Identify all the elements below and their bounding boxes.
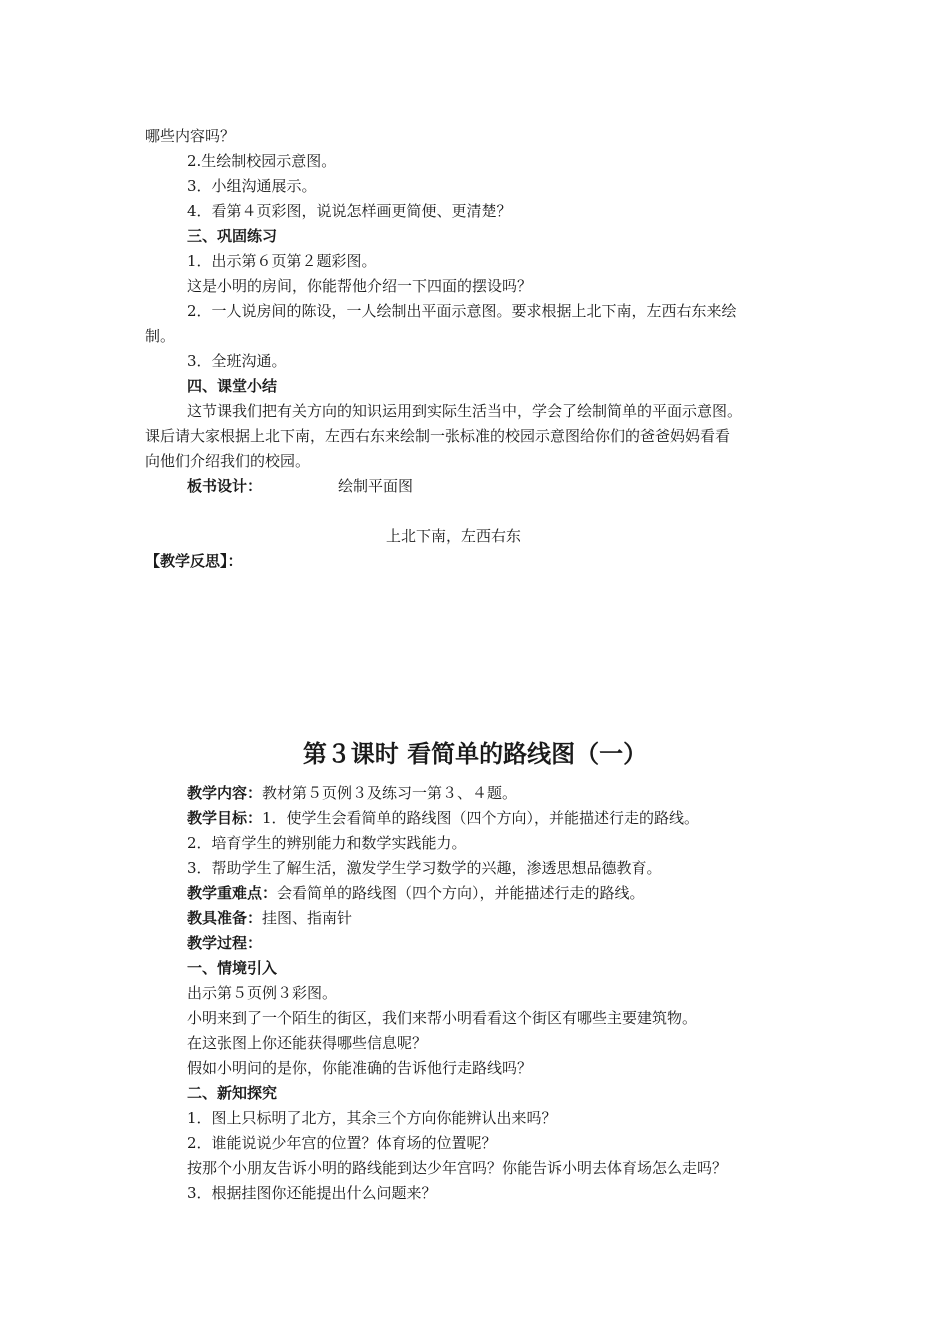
text-line: 在这张图上你还能获得哪些信息呢？ xyxy=(187,1034,428,1052)
text-line: 2．一人说房间的陈设，一人绘制出平面示意图。要求根据上北下南，左西右东来绘 xyxy=(187,302,737,320)
key-line xyxy=(187,883,645,903)
text-line: 1．图上只标明了北方，其余三个方向你能辨认出来吗？ xyxy=(187,1109,557,1127)
text-line: 假如小明问的是你，你能准确的告诉他行走路线吗？ xyxy=(187,1059,533,1077)
goal-label: 教学目标： xyxy=(187,809,263,827)
section-heading: 四、课堂小结 xyxy=(187,377,278,395)
lesson-title: 第３课时 看简单的路线图（一） xyxy=(302,739,648,768)
goal-line xyxy=(187,808,699,828)
text-line: 3．根据挂图你还能提出什么问题来？ xyxy=(187,1184,437,1202)
section-heading: 一、情境引入 xyxy=(187,959,278,977)
goal-text: 1．使学生会看简单的路线图（四个方向），并能描述行走的路线。 xyxy=(262,809,700,827)
text-line: 1．出示第６页第２题彩图。 xyxy=(187,252,377,270)
content-text: 教材第５页例３及练习一第３、４题。 xyxy=(262,784,518,802)
text-line: 课后请大家根据上北下南，左西右东来绘制一张标准的校园示意图给你们的爸爸妈妈看看 xyxy=(145,427,731,445)
board-design-line: 上北下南，左西右东 xyxy=(386,527,522,545)
text-line: 4．看第４页彩图，说说怎样画更简便、更清楚？ xyxy=(187,202,512,220)
text-line: 2．谁能说说少年宫的位置？体育场的位置呢？ xyxy=(187,1134,497,1152)
text-line: 小明来到了一个陌生的街区，我们来帮小明看看这个街区有哪些主要建筑物。 xyxy=(187,1009,698,1027)
tools-label: 教具准备： xyxy=(187,909,263,927)
section-heading: 二、新知探究 xyxy=(187,1084,278,1102)
content-label: 教学内容： xyxy=(187,784,263,802)
key-label: 教学重难点： xyxy=(187,884,278,902)
text-line: 哪些内容吗？ xyxy=(145,127,236,145)
text-line: 2．培育学生的辨别能力和数学实践能力。 xyxy=(187,834,467,852)
text-line: 这是小明的房间，你能帮他介绍一下四面的摆设吗？ xyxy=(187,277,533,295)
section-heading: 三、巩固练习 xyxy=(187,227,278,245)
process-label: 教学过程： xyxy=(187,934,263,952)
tools-text: 挂图、指南针 xyxy=(262,909,353,927)
reflection-label: 【教学反思】： xyxy=(145,552,243,570)
board-design-label: 板书设计： xyxy=(187,477,263,495)
text-line: 3．小组沟通展示。 xyxy=(187,177,317,195)
text-line: 这节课我们把有关方向的知识运用到实际生活当中，学会了绘制简单的平面示意图。 xyxy=(187,402,743,420)
key-text: 会看简单的路线图（四个方向），并能描述行走的路线。 xyxy=(277,884,645,902)
text-line: 2.生绘制校园示意图。 xyxy=(187,152,337,170)
text-line: 按那个小朋友告诉小明的路线能到达少年宫吗？你能告诉小明去体育场怎么走吗？ xyxy=(187,1159,728,1177)
text-line: 出示第５页例３彩图。 xyxy=(187,984,338,1002)
tools-line xyxy=(187,908,352,928)
content-line xyxy=(187,783,517,803)
text-line: 向他们介绍我们的校园。 xyxy=(145,452,311,470)
text-line: 3．帮助学生了解生活，激发学生学习数学的兴趣，渗透思想品德教育。 xyxy=(187,859,662,877)
board-design-title: 绘制平面图 xyxy=(338,477,414,495)
text-line: 3．全班沟通。 xyxy=(187,352,287,370)
text-line: 制。 xyxy=(145,327,176,345)
